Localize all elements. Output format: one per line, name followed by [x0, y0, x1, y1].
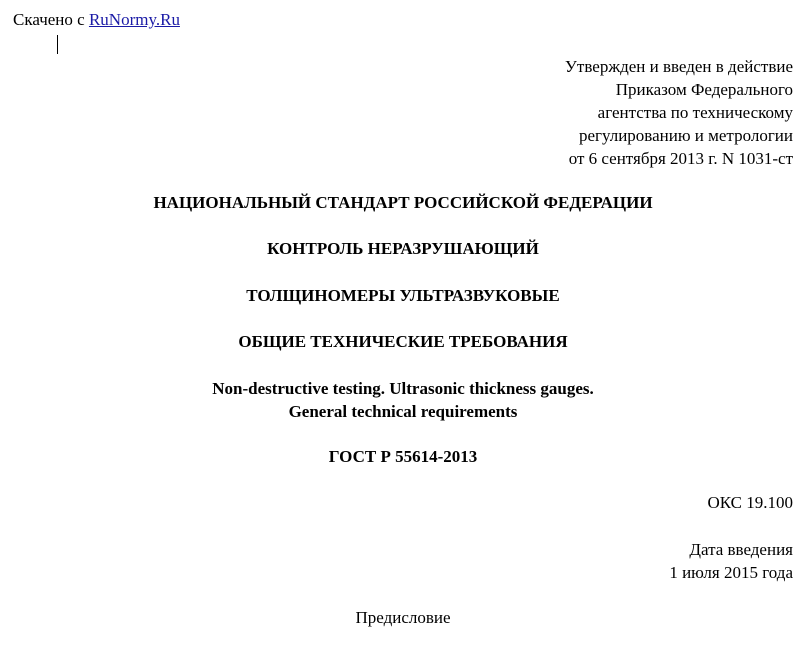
- gauges-title: ТОЛЩИНОМЕРЫ УЛЬТРАЗВУКОВЫЕ: [246, 286, 560, 305]
- text-cursor: [57, 35, 58, 54]
- english-title-line: General technical requirements: [288, 402, 518, 421]
- intro-date-label: Дата введения: [689, 540, 793, 559]
- english-title: [0, 377, 799, 423]
- source-line: [13, 9, 180, 31]
- oks-code: ОКС 19.100: [707, 493, 793, 512]
- approval-line: агентства по техническому: [597, 103, 793, 122]
- approval-line: Утвержден и введен в действие: [564, 57, 793, 76]
- approval-line: от 6 сентября 2013 г. N 1031-ст: [568, 149, 793, 168]
- english-title-line: Non-destructive testing. Ultrasonic thickness gauges.: [212, 379, 594, 398]
- national-standard-title: НАЦИОНАЛЬНЫЙ СТАНДАРТ РОССИЙСКОЙ ФЕДЕРАЦИИ: [153, 193, 653, 212]
- approval-line: Приказом Федерального: [615, 80, 793, 99]
- approval-line: регулированию и метрологии: [578, 126, 793, 145]
- source-prefix: Скачено с: [13, 10, 89, 29]
- ndt-title: КОНТРОЛЬ НЕРАЗРУШАЮЩИЙ: [267, 239, 539, 258]
- approval-block: [565, 55, 793, 170]
- gost-number: ГОСТ Р 55614-2013: [328, 447, 478, 466]
- preface-heading: Предисловие: [355, 608, 451, 627]
- intro-date-block: [669, 538, 793, 584]
- source-link[interactable]: RuNormy.Ru: [88, 10, 180, 29]
- requirements-title: ОБЩИЕ ТЕХНИЧЕСКИЕ ТРЕБОВАНИЯ: [238, 332, 568, 351]
- intro-date-value: 1 июля 2015 года: [669, 563, 793, 582]
